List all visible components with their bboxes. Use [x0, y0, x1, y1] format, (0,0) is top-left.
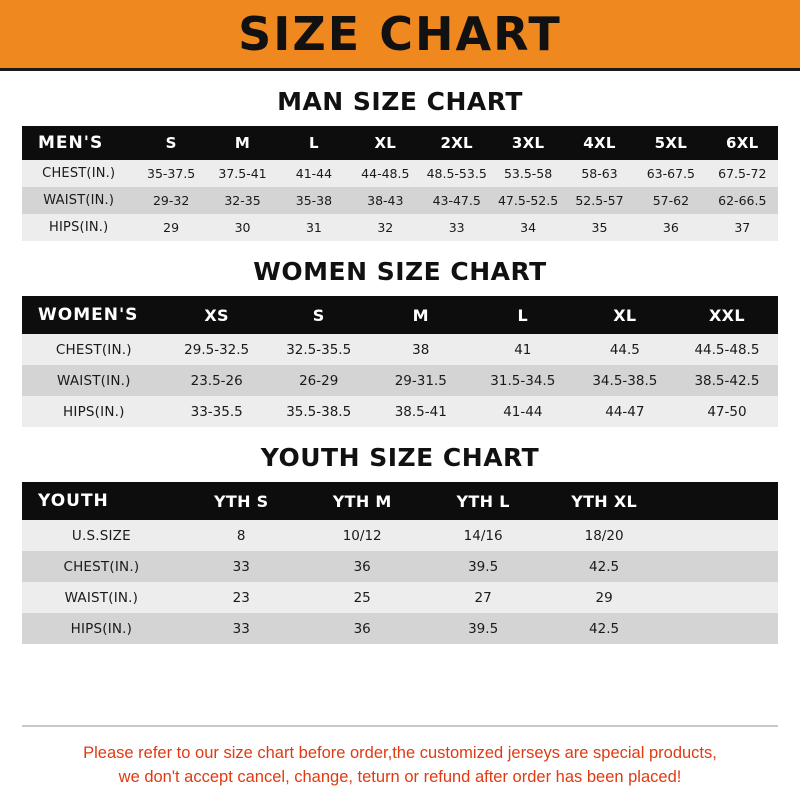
table-cell: 44-47 — [605, 403, 645, 420]
row-label: CHEST(IN.) — [63, 558, 140, 575]
table-cell: 23.5-26 — [190, 372, 243, 389]
table-cell: 32-35 — [224, 193, 261, 208]
youth-row-label-header: YOUTH — [38, 491, 109, 511]
table-cell: 42.5 — [589, 558, 620, 575]
men-col-header: M — [234, 134, 251, 152]
table-cell: 44-48.5 — [361, 166, 410, 181]
table-row — [22, 187, 778, 214]
women-col-header: S — [312, 305, 325, 325]
table-cell: 44.5-48.5 — [694, 341, 760, 358]
table-cell: 67.5-72 — [718, 166, 767, 181]
youth-table-body — [22, 520, 778, 644]
page-title: SIZE CHART — [238, 7, 562, 61]
table-cell: 32 — [377, 220, 394, 235]
table-cell: 63-67.5 — [646, 166, 695, 181]
women-col-header: L — [517, 305, 529, 325]
table-cell: 36 — [662, 220, 679, 235]
table-cell: 18/20 — [584, 527, 624, 544]
row-label: HIPS(IN.) — [70, 620, 133, 637]
table-cell: 35-37.5 — [147, 166, 196, 181]
table-cell: 47-50 — [707, 403, 747, 420]
men-col-header: 3XL — [511, 134, 545, 152]
table-row — [22, 396, 778, 427]
table-cell: 38-43 — [367, 193, 404, 208]
table-row — [22, 365, 778, 396]
table-cell: 38 — [412, 341, 430, 358]
men-col-header: 5XL — [654, 134, 688, 152]
youth-size-table — [22, 482, 778, 644]
table-cell: 33-35.5 — [190, 403, 243, 420]
women-col-header: M — [412, 305, 429, 325]
table-cell: 62-66.5 — [718, 193, 767, 208]
table-cell: 23 — [232, 589, 250, 606]
women-col-header: XS — [204, 305, 229, 325]
row-label: WAIST(IN.) — [43, 193, 115, 208]
table-cell: 34 — [520, 220, 537, 235]
table-header-row — [22, 296, 778, 334]
section-title-men: MAN SIZE CHART — [277, 87, 523, 116]
table-cell: 25 — [353, 589, 371, 606]
content-area — [0, 71, 800, 800]
table-cell-empty — [665, 582, 778, 613]
table-cell: 35.5-38.5 — [286, 403, 352, 420]
table-cell: 37.5-41 — [218, 166, 267, 181]
men-size-table — [22, 126, 778, 241]
table-cell: 39.5 — [468, 620, 499, 637]
table-row — [22, 551, 778, 582]
table-cell: 37 — [734, 220, 751, 235]
men-col-header: 2XL — [440, 134, 473, 152]
table-cell: 36 — [353, 558, 371, 575]
table-cell: 30 — [234, 220, 251, 235]
men-row-label-header: MEN'S — [38, 133, 104, 153]
men-table-head — [22, 126, 778, 160]
section-title-youth: YOUTH SIZE CHART — [260, 443, 540, 472]
table-row — [22, 582, 778, 613]
header-band — [0, 0, 800, 71]
table-cell: 57-62 — [652, 193, 690, 208]
table-cell: 29-32 — [152, 193, 190, 208]
table-cell: 42.5 — [589, 620, 620, 637]
table-row — [22, 214, 778, 241]
table-cell: 29.5-32.5 — [184, 341, 250, 358]
table-cell: 35-38 — [295, 193, 333, 208]
row-label: U.S.SIZE — [71, 527, 131, 544]
row-label: WAIST(IN.) — [64, 589, 139, 606]
table-cell-empty — [665, 520, 778, 551]
table-cell: 29 — [163, 220, 180, 235]
table-cell: 32.5-35.5 — [286, 341, 352, 358]
row-label: CHEST(IN.) — [55, 341, 132, 358]
youth-col-header: YTH S — [213, 491, 269, 511]
youth-col-header: YTH XL — [571, 491, 637, 511]
women-row-label-header: WOMEN'S — [38, 305, 139, 325]
men-col-header: 4XL — [583, 134, 616, 152]
row-label: CHEST(IN.) — [42, 166, 116, 181]
table-row — [22, 334, 778, 365]
table-cell: 41-44 — [503, 403, 543, 420]
women-col-header: XL — [613, 305, 637, 325]
table-cell: 44.5 — [609, 341, 640, 358]
row-label: WAIST(IN.) — [57, 372, 131, 389]
table-cell: 38.5-42.5 — [694, 372, 760, 389]
table-cell: 14/16 — [463, 527, 503, 544]
row-label: HIPS(IN.) — [49, 220, 109, 235]
table-cell: 35 — [591, 220, 608, 235]
table-cell: 29-31.5 — [394, 372, 447, 389]
footer-disclaimer — [22, 725, 778, 800]
row-label: HIPS(IN.) — [63, 403, 125, 420]
footer-line-1: Please refer to our size chart before order,the customized jerseys are special products, — [83, 743, 717, 762]
table-cell: 31 — [305, 220, 322, 235]
table-cell: 26-29 — [299, 372, 339, 389]
youth-col-header: YTH L — [456, 491, 510, 511]
table-cell-empty — [665, 551, 778, 582]
table-cell: 38.5-41 — [394, 403, 447, 420]
table-cell: 43-47.5 — [432, 193, 481, 208]
table-row — [22, 160, 778, 187]
table-cell: 10/12 — [342, 527, 382, 544]
footer-line-2: we don't accept cancel, change, teturn or refund after order has been placed! — [118, 768, 682, 787]
table-row — [22, 613, 778, 644]
table-cell: 33 — [232, 620, 250, 637]
table-header-row — [22, 126, 778, 160]
table-cell: 31.5-34.5 — [490, 372, 556, 389]
table-cell: 39.5 — [468, 558, 499, 575]
youth-col-header: YTH M — [332, 491, 392, 511]
women-col-header: XXL — [709, 305, 745, 325]
table-header-row — [22, 482, 778, 520]
table-cell: 33 — [448, 220, 465, 235]
men-col-header: S — [165, 134, 177, 152]
table-cell: 8 — [236, 527, 246, 544]
table-cell-empty — [665, 613, 778, 644]
table-cell: 52.5-57 — [575, 193, 624, 208]
women-table-body — [22, 334, 778, 427]
men-col-header: 6XL — [726, 134, 759, 152]
youth-col-header-empty — [665, 482, 778, 520]
table-row — [22, 520, 778, 551]
table-cell: 29 — [595, 589, 613, 606]
table-cell: 33 — [232, 558, 250, 575]
table-cell: 27 — [474, 589, 492, 606]
section-title-women: WOMEN SIZE CHART — [253, 257, 547, 286]
table-cell: 41 — [514, 341, 532, 358]
table-cell: 34.5-38.5 — [592, 372, 658, 389]
youth-table-head — [22, 482, 778, 520]
table-cell: 47.5-52.5 — [497, 193, 559, 208]
table-cell: 36 — [353, 620, 371, 637]
men-col-header: L — [308, 134, 319, 152]
table-cell: 53.5-58 — [503, 166, 553, 181]
table-cell: 48.5-53.5 — [426, 166, 487, 181]
women-size-table — [22, 296, 778, 427]
table-cell: 58-63 — [581, 166, 618, 181]
women-table-head — [22, 296, 778, 334]
table-cell: 41-44 — [295, 166, 333, 181]
men-table-body — [22, 160, 778, 241]
men-col-header: XL — [374, 134, 397, 152]
